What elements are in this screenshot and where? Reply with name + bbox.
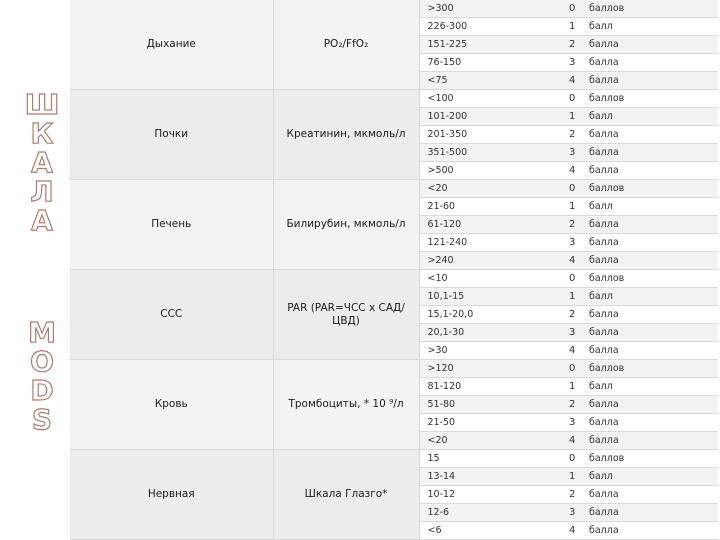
score-value: 4 <box>561 72 583 90</box>
value-range: <20 <box>419 180 561 198</box>
value-range: 10-12 <box>419 486 561 504</box>
score-value: 0 <box>561 180 583 198</box>
value-range: 51-80 <box>419 396 561 414</box>
score-value: 4 <box>561 252 583 270</box>
score-unit: балл <box>583 288 718 306</box>
value-range: <6 <box>419 522 561 540</box>
side-title-letter: Л <box>30 175 54 208</box>
score-value: 1 <box>561 288 583 306</box>
score-value: 4 <box>561 162 583 180</box>
score-value: 3 <box>561 414 583 432</box>
side-title-letter: O <box>30 345 54 378</box>
score-value: 1 <box>561 18 583 36</box>
score-unit: баллов <box>583 90 718 108</box>
value-range: 12-6 <box>419 504 561 522</box>
score-value: 2 <box>561 306 583 324</box>
score-unit: балл <box>583 468 718 486</box>
side-title-shkala <box>24 88 60 237</box>
score-value: 3 <box>561 504 583 522</box>
score-unit: балла <box>583 234 718 252</box>
value-range: 201-350 <box>419 126 561 144</box>
table-row <box>70 0 718 18</box>
value-range: 226-300 <box>419 18 561 36</box>
score-value: 2 <box>561 396 583 414</box>
side-title-letter: M <box>28 316 56 349</box>
side-title-letter: А <box>31 204 53 237</box>
side-title-letter: S <box>31 403 53 436</box>
score-value: 2 <box>561 216 583 234</box>
value-range: 15,1-20,0 <box>419 306 561 324</box>
value-range: <100 <box>419 90 561 108</box>
score-unit: балла <box>583 126 718 144</box>
score-value: 3 <box>561 234 583 252</box>
table-row <box>70 180 718 198</box>
score-value: 2 <box>561 36 583 54</box>
value-range: >120 <box>419 360 561 378</box>
value-range: 61-120 <box>419 216 561 234</box>
score-value: 2 <box>561 126 583 144</box>
score-unit: балла <box>583 72 718 90</box>
organ-system-label: Нервная <box>70 450 273 540</box>
score-value: 1 <box>561 468 583 486</box>
side-title-letter: А <box>31 146 53 179</box>
score-value: 4 <box>561 342 583 360</box>
organ-system-label: Печень <box>70 180 273 270</box>
organ-system-label: Кровь <box>70 360 273 450</box>
score-unit: баллов <box>583 270 718 288</box>
value-range: >240 <box>419 252 561 270</box>
table-row <box>70 360 718 378</box>
value-range: <20 <box>419 432 561 450</box>
score-value: 1 <box>561 198 583 216</box>
value-range: 13-14 <box>419 468 561 486</box>
value-range: >500 <box>419 162 561 180</box>
value-range: 21-60 <box>419 198 561 216</box>
score-unit: балла <box>583 396 718 414</box>
score-value: 1 <box>561 108 583 126</box>
score-unit: балла <box>583 342 718 360</box>
score-value: 2 <box>561 486 583 504</box>
value-range: >300 <box>419 0 561 18</box>
value-range: <10 <box>419 270 561 288</box>
value-range: 21-50 <box>419 414 561 432</box>
score-value: 0 <box>561 90 583 108</box>
score-unit: балл <box>583 198 718 216</box>
side-title-letter: К <box>30 117 54 150</box>
parameter-label: PO₂/FfO₂ <box>273 0 419 90</box>
score-value: 4 <box>561 522 583 540</box>
side-title-mods <box>30 318 54 434</box>
score-unit: баллов <box>583 180 718 198</box>
score-unit: балл <box>583 18 718 36</box>
score-unit: балла <box>583 324 718 342</box>
value-range: 121-240 <box>419 234 561 252</box>
value-range: 10,1-15 <box>419 288 561 306</box>
score-value: 0 <box>561 270 583 288</box>
parameter-label: PAR (PAR=ЧСС х САД/ЦВД) <box>273 270 419 360</box>
score-unit: балла <box>583 216 718 234</box>
score-unit: балла <box>583 252 718 270</box>
parameter-label: Билирубин, мкмоль/л <box>273 180 419 270</box>
parameter-label: Шкала Глазго* <box>273 450 419 540</box>
table-row <box>70 270 718 288</box>
score-unit: баллов <box>583 450 718 468</box>
score-unit: балла <box>583 522 718 540</box>
score-value: 0 <box>561 450 583 468</box>
parameter-label: Тромбоциты, * 10 ⁹/л <box>273 360 419 450</box>
score-unit: балла <box>583 486 718 504</box>
score-unit: баллов <box>583 360 718 378</box>
score-value: 0 <box>561 0 583 18</box>
value-range: 351-500 <box>419 144 561 162</box>
score-value: 0 <box>561 360 583 378</box>
value-range: 151-225 <box>419 36 561 54</box>
score-value: 3 <box>561 54 583 72</box>
value-range: 20,1-30 <box>419 324 561 342</box>
value-range: 15 <box>419 450 561 468</box>
score-unit: балл <box>583 108 718 126</box>
value-range: <75 <box>419 72 561 90</box>
score-value: 4 <box>561 432 583 450</box>
score-value: 3 <box>561 324 583 342</box>
mods-score-table <box>70 0 718 540</box>
organ-system-label: Дыхание <box>70 0 273 90</box>
parameter-label: Креатинин, мкмоль/л <box>273 90 419 180</box>
score-value: 1 <box>561 378 583 396</box>
score-value: 3 <box>561 144 583 162</box>
score-unit: баллов <box>583 0 718 18</box>
table-row <box>70 450 718 468</box>
score-unit: балл <box>583 378 718 396</box>
value-range: 81-120 <box>419 378 561 396</box>
table-row <box>70 90 718 108</box>
organ-system-label: ССС <box>70 270 273 360</box>
organ-system-label: Почки <box>70 90 273 180</box>
side-title-letter: D <box>30 374 54 407</box>
score-unit: балла <box>583 414 718 432</box>
score-unit: балла <box>583 36 718 54</box>
side-title-letter: Ш <box>24 88 60 121</box>
score-unit: балла <box>583 54 718 72</box>
score-unit: балла <box>583 144 718 162</box>
score-unit: балла <box>583 504 718 522</box>
value-range: 76-150 <box>419 54 561 72</box>
score-unit: балла <box>583 432 718 450</box>
value-range: 101-200 <box>419 108 561 126</box>
value-range: >30 <box>419 342 561 360</box>
score-unit: балла <box>583 306 718 324</box>
score-unit: балла <box>583 162 718 180</box>
